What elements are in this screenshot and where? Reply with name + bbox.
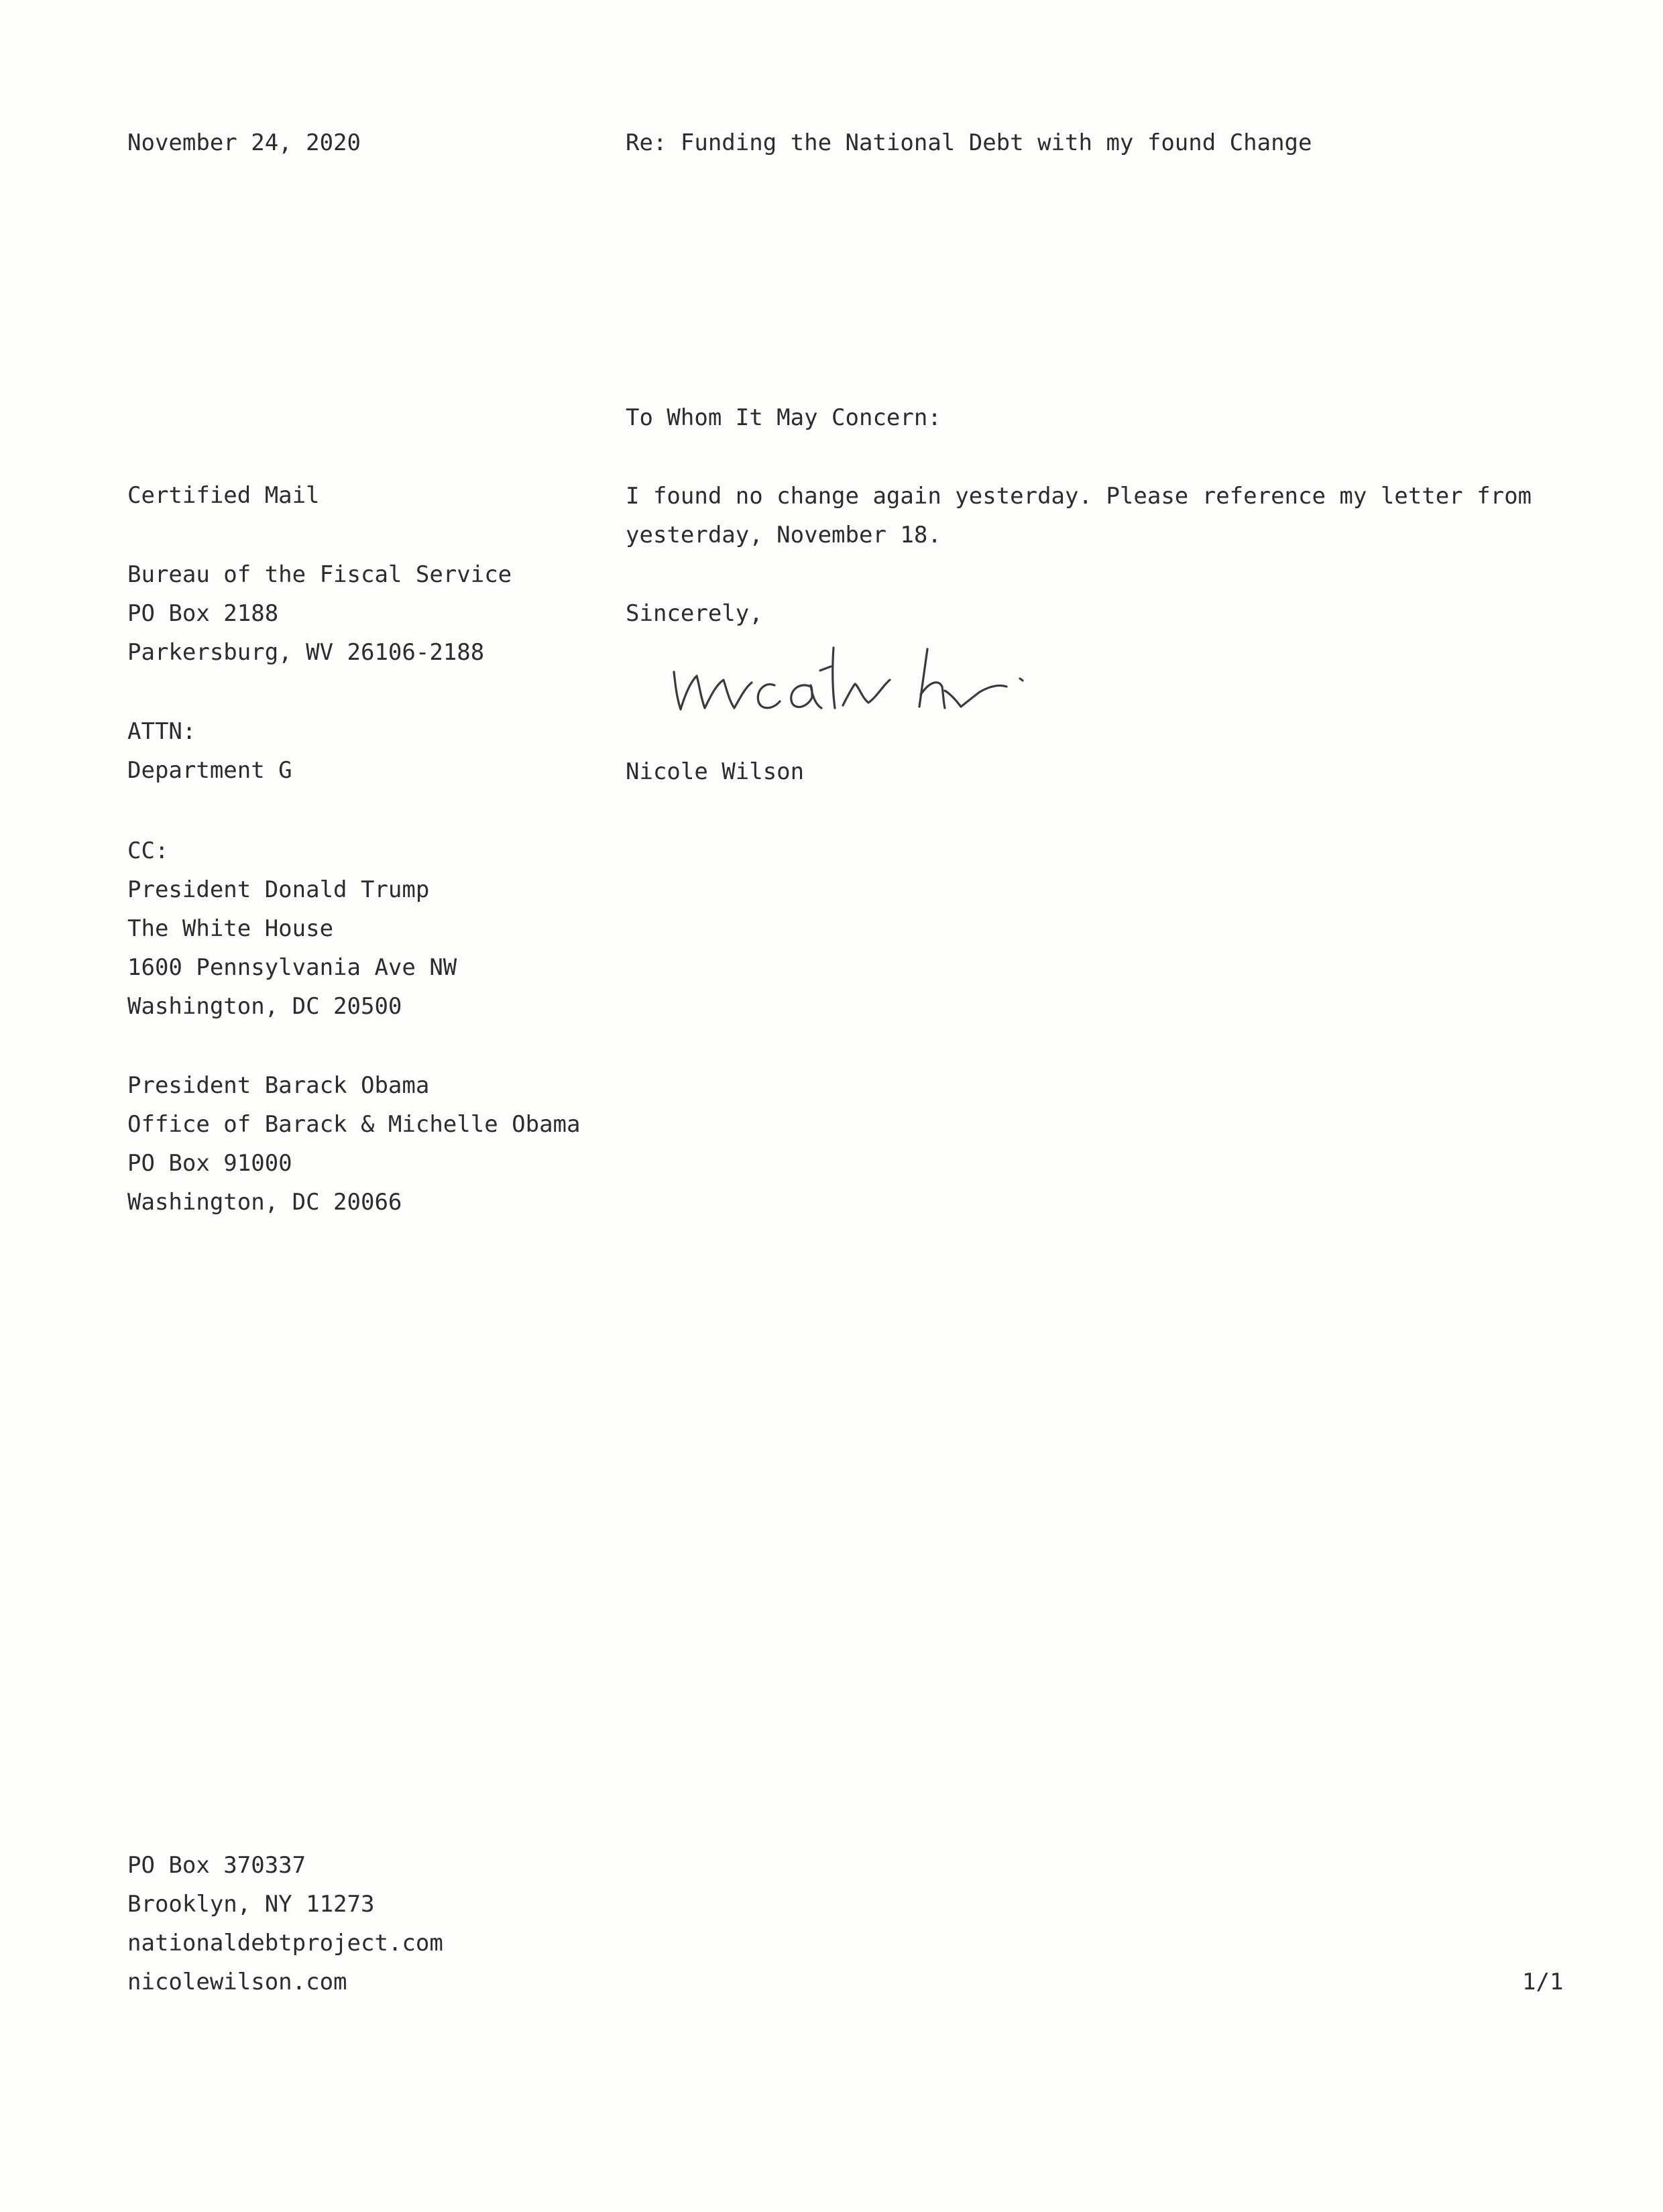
cc-block-second (127, 1066, 581, 1222)
sender-address-line: PO Box 370337 (127, 1852, 306, 1879)
recipient-address-line: Parkersburg, WV 26106-2188 (127, 639, 485, 666)
attention-label: ATTN: (127, 718, 196, 745)
cc-block (127, 831, 457, 1026)
page-number: 1/1 (1522, 1969, 1564, 1995)
salutation: To Whom It May Concern: (626, 404, 941, 431)
cc-address-line: President Barack Obama (127, 1072, 430, 1099)
cc-address-line: Washington, DC 20500 (127, 993, 402, 1020)
cc-address-line: The White House (127, 915, 334, 942)
sender-address (127, 1846, 443, 2001)
cc-address-line: President Donald Trump (127, 876, 430, 903)
signatory-name: Nicole Wilson (626, 758, 805, 785)
letter-date: November 24, 2020 (127, 129, 361, 156)
body-line: I found no change again yesterday. Please reference my letter from (626, 483, 1532, 510)
recipient-address (127, 555, 512, 672)
closing: Sincerely, (626, 600, 763, 627)
cc-address-line: PO Box 91000 (127, 1150, 292, 1177)
recipient-address-line: PO Box 2188 (127, 600, 279, 627)
cc-address-line: Office of Barack & Michelle Obama (127, 1111, 581, 1138)
recipient-address-line: Bureau of the Fiscal Service (127, 561, 512, 588)
sender-website-link[interactable]: nicolewilson.com (127, 1969, 347, 1995)
cc-label: CC: (127, 837, 169, 864)
body-line: yesterday, November 18. (626, 522, 941, 548)
letter-subject: Re: Funding the National Debt with my found Change (626, 129, 1312, 156)
attention-block (127, 712, 292, 790)
sender-address-line: Brooklyn, NY 11273 (127, 1891, 375, 1918)
letter-body (626, 477, 1532, 555)
delivery-method: Certified Mail (127, 482, 320, 509)
sender-website-link[interactable]: nationaldebtproject.com (127, 1930, 443, 1957)
cc-address-line: Washington, DC 20066 (127, 1189, 402, 1216)
cc-address-line: 1600 Pennsylvania Ave NW (127, 954, 457, 981)
attention-value: Department G (127, 757, 292, 784)
handwritten-signature (667, 644, 1029, 724)
